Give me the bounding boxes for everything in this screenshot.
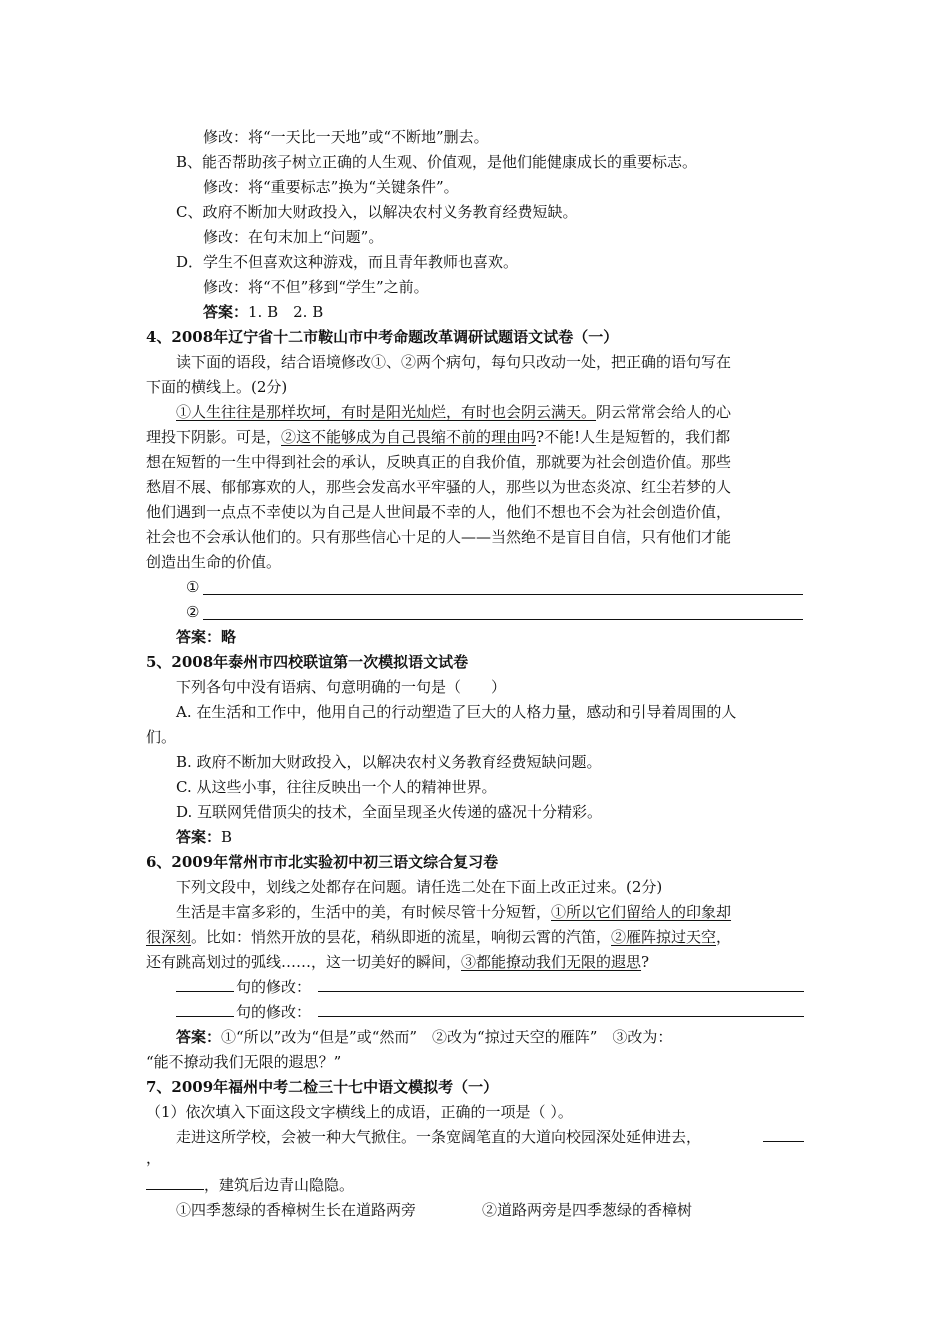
q7-passage-line-2: ，建筑后边青山隐隐。 xyxy=(204,1176,355,1194)
q3-answer xyxy=(203,302,323,322)
q3-c-fix: 修改：在句末加上“问题”。 xyxy=(203,228,384,246)
q6-underline-1: ①所以它们留给人的印象却 xyxy=(551,903,732,921)
q4-blank-2-label: ② xyxy=(186,603,200,621)
q4-passage-line-2: 理投下阴影。可是，②这不能够成为自己畏缩不前的理由吗?不能!人生是短暂的，我们都 xyxy=(146,428,731,446)
q4-instruction-line-2: 下面的横线上。(2分) xyxy=(146,378,288,396)
answer-value: ①“所以”改为“但是”或“然而” ②改为“掠过天空的雁阵” ③改为： xyxy=(221,1028,673,1046)
q5-option-b: B. 政府不断加大财政投入，以解决农村义务教育经费短缺问题。 xyxy=(176,753,602,771)
q5-answer xyxy=(176,827,232,847)
q4-answer-line-2[interactable] xyxy=(203,619,803,620)
q6-fix-line-1[interactable] xyxy=(318,991,804,992)
q7-title: 7、2009年福州中考二检三十七中语文模拟考（一） xyxy=(146,1078,499,1096)
q6-answer xyxy=(176,1027,672,1047)
q4-sentence-1: ①人生往往是那样坎坷，有时是阳光灿烂，有时也会阴云满天。 xyxy=(176,403,597,421)
q3-d-fix: 修改：将“不但”移到“学生”之前。 xyxy=(203,278,429,296)
q6-sentence-number-blank-1[interactable] xyxy=(176,991,234,992)
q5-option-c: C. 从这些小事，往往反映出一个人的精神世界。 xyxy=(176,778,497,796)
q4-blank-1-label: ① xyxy=(186,578,200,596)
q4-passage-line-3: 想在短暂的一生中得到社会的承认，反映真正的自我价值，那就要为社会创造价值。那些 xyxy=(146,453,732,471)
q6-fix-line-2[interactable] xyxy=(318,1016,804,1017)
answer-value: 1. B 2. B xyxy=(248,303,324,321)
q6-fix-label-1: 句的修改： xyxy=(236,978,312,996)
q3-b-fix: 修改：将“重要标志”换为“关键条件”。 xyxy=(203,178,459,196)
answer-value: B xyxy=(221,828,233,846)
q7-option-2: ②道路两旁是四季葱绿的香樟树 xyxy=(482,1201,693,1219)
q3-option-d: D．学生不但喜欢这种游戏，而且青年教师也喜欢。 xyxy=(176,253,519,271)
q3-a-fix: 修改：将“一天比一天地”或“不断地”删去。 xyxy=(203,128,489,146)
q6-instruction: 下列文段中，划线之处都存在问题。请任选二处在下面上改正过来。(2分) xyxy=(176,878,663,896)
q4-title: 4、2008年辽宁省十二市鞍山市中考命题改革调研试题语文试卷（一） xyxy=(146,328,619,346)
q4-answer xyxy=(176,627,236,647)
q5-option-d: D. 互联网凭借顶尖的技术，全面呈现圣火传递的盛况十分精彩。 xyxy=(176,803,603,821)
answer-label: 答案： xyxy=(176,1028,222,1046)
q7-passage-line-1: 走进这所学校，会被一种大气掀住。一条宽阔笔直的大道向校园深处延伸进去， xyxy=(176,1128,702,1146)
q5-title: 5、2008年泰州市四校联谊第一次模拟语文试卷 xyxy=(146,653,469,671)
q4-passage-line-5: 他们遇到一点点不幸使以为自己是人世间最不幸的人，他们不想也不会为社会创造价值， xyxy=(146,503,732,521)
q4-passage-line-4: 愁眉不展、郁郁寡欢的人，那些会发高水平牢骚的人，那些以为世态炎凉、红尘若梦的人 xyxy=(146,478,732,496)
q6-answer-line-2: “能不撩动我们无限的遐思？” xyxy=(146,1053,342,1071)
q7-comma: ， xyxy=(146,1149,162,1167)
q4-answer-line-1[interactable] xyxy=(203,594,803,595)
q6-underline-2: ②雁阵掠过天空 xyxy=(611,928,717,946)
q4-passage-line-7: 创造出生命的价值。 xyxy=(146,553,282,571)
q6-sentence-number-blank-2[interactable] xyxy=(176,1016,234,1017)
q6-underline-3: ③都能撩动我们无限的遐思 xyxy=(461,953,642,971)
q7-subquestion-1: （1）依次填入下面这段文字横线上的成语，正确的一项是（ ）。 xyxy=(146,1103,573,1121)
answer-label: 答案： xyxy=(203,303,249,321)
q7-blank-2[interactable] xyxy=(146,1189,204,1190)
q7-blank-1[interactable] xyxy=(763,1141,804,1142)
q6-fix-label-2: 句的修改： xyxy=(236,1003,312,1021)
q4-sentence-2: ②这不能够成为自己畏缩不前的理由吗 xyxy=(281,428,537,446)
q3-option-c: C、政府不断加大财政投入，以解决农村义务教育经费短缺。 xyxy=(176,203,578,221)
q6-passage-line-2: 很深刻。比如：悄然开放的昙花，稍纵即逝的流星，响彻云霄的汽笛，②雁阵掠过天空， xyxy=(146,928,732,946)
q5-option-a-line-1: A. 在生活和工作中，他用自己的行动塑造了巨大的人格力量，感动和引导着周围的人 xyxy=(176,703,737,721)
q5-stem: 下列各句中没有语病、句意明确的一句是（ ） xyxy=(176,678,507,696)
q4-passage-line-1: ①人生往往是那样坎坷，有时是阳光灿烂，有时也会阴云满天。阴云常常会给人的心 xyxy=(176,403,732,421)
q6-passage-line-1: 生活是丰富多彩的，生活中的美，有时候尽管十分短暂，①所以它们留给人的印象却 xyxy=(176,903,732,921)
answer-value: 略 xyxy=(221,628,237,646)
q4-passage-line-6: 社会也不会承认他们的。只有那些信心十足的人——当然绝不是盲目自信，只有他们才能 xyxy=(146,528,732,546)
q5-option-a-line-2: 们。 xyxy=(146,728,177,746)
q4-instruction-line-1: 读下面的语段，结合语境修改①、②两个病句，每句只改动一处，把正确的语句写在 xyxy=(176,353,732,371)
answer-label: 答案： xyxy=(176,828,222,846)
q7-option-1: ①四季葱绿的香樟树生长在道路两旁 xyxy=(176,1201,417,1219)
q3-option-b: B、能否帮助孩子树立正确的人生观、价值观，是他们能健康成长的重要标志。 xyxy=(176,153,698,171)
q6-passage-line-3: 还有跳高划过的弧线……，这一切美好的瞬间，③都能撩动我们无限的遐思? xyxy=(146,953,650,971)
answer-label: 答案： xyxy=(176,628,222,646)
q6-title: 6、2009年常州市市北实验初中初三语文综合复习卷 xyxy=(146,853,499,871)
